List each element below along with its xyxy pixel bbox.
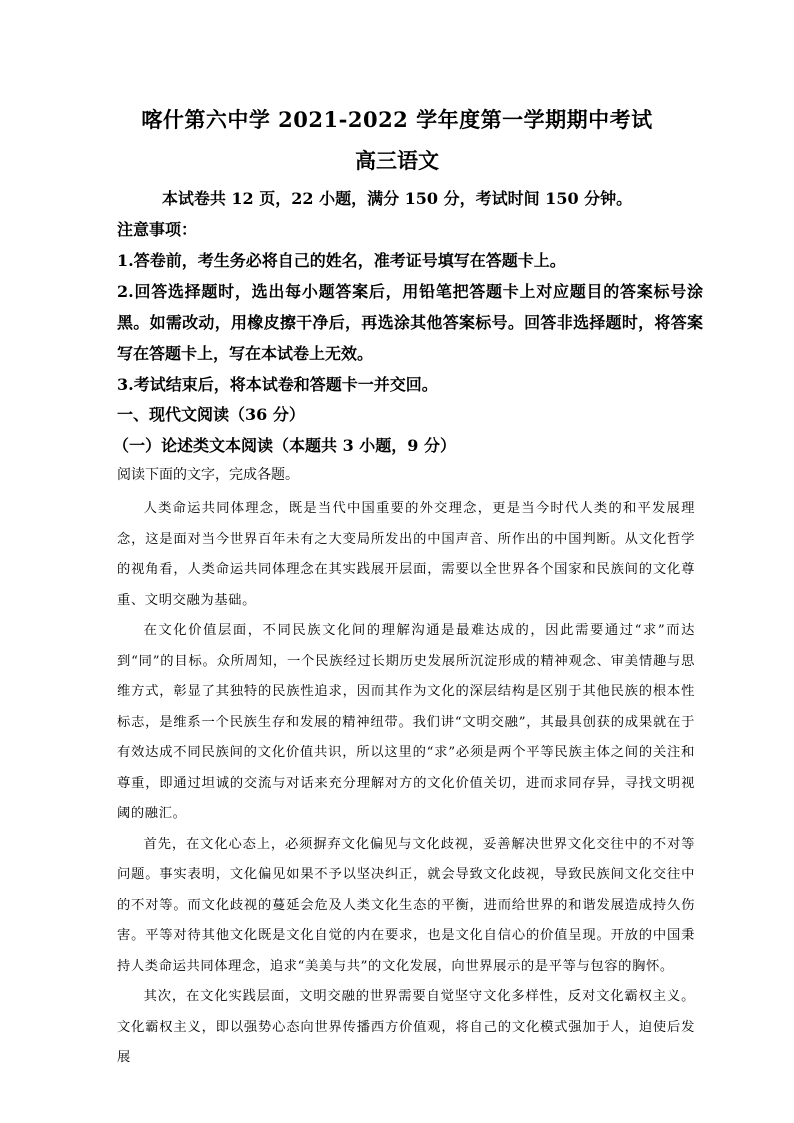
exam-title: 喀什第六中学 2021-2022 学年度第一学期期中考试 bbox=[141, 107, 653, 132]
note-item-2: 2.回答选择题时，选出每小题答案后，用铅笔把答题卡上对应题目的答案标号涂黑。如需改动，用橡皮擦干净后，再选涂其他答案标号。回答非选择题时，将答案写在答题卡上，写在本试卷上无效。 bbox=[117, 282, 703, 363]
section-heading: 一、现代文阅读（36 分） bbox=[117, 405, 305, 424]
note-item-3: 3.考试结束后，将本试卷和答题卡一并交回。 bbox=[117, 375, 438, 394]
passage-paragraph: 首先，在文化心态上，必须摒弃文化偏见与文化歧视，妥善解决世界文化交往中的不对等问题。事实表明，文化偏见如果不予以坚决纠正，就会导致文化歧视，导致民族间文化交往中的不对等。而文化歧视的蔓延会危及人类文化生态的平衡，进而给世界的和谐发展造成持久伤害。平等对待其他文化既是文化自觉的内在要求，也是文化自信心的价值呈现。开放的中国秉持人类命运共同体理念，追求“美美与共”的文化发展，向世界展示的是平等与包容的胸怀。 bbox=[117, 836, 695, 974]
notes-heading: 注意事项： bbox=[117, 220, 198, 239]
reading-passage bbox=[117, 494, 695, 1074]
exam-info: 本试卷共 12 页，22 小题，满分 150 分，考试时间 150 分钟。 bbox=[161, 189, 633, 208]
passage-paragraph: 在文化价值层面，不同民族文化间的理解沟通是最难达成的，因此需要通过“求”而达到“同”的目标。众所周知，一个民族经过长期历史发展所沉淀形成的精神观念、审美情趣与思维方式，彰显了其独特的民族性追求，因而其作为文化的深层结构是区别于其他民族的根本性标志，是维系一个民族生存和发展的精神纽带。我们讲“文明交融”，其最具创获的成果就在于有效达成不同民族间的文化价值共识，所以这里的“求”必须是两个平等民族主体之间的关注和尊重，即通过坦诚的交流与对话来充分理解对方的文化价值关切，进而求同存异，寻找文明视阈的融汇。 bbox=[117, 623, 695, 821]
exam-subject: 高三语文 bbox=[355, 148, 439, 173]
reading-instruction: 阅读下面的文字，完成各题。 bbox=[117, 467, 299, 483]
note-item-1: 1.答卷前，考生务必将自己的姓名，准考证号填写在答题卡上。 bbox=[117, 251, 566, 270]
section-subheading: （一）论述类文本阅读（本题共 3 小题，9 分） bbox=[113, 436, 456, 455]
passage-paragraph: 人类命运共同体理念，既是当代中国重要的外交理念，更是当今时代人类的和平发展理念，这是面对当今世界百年未有之大变局所发出的中国声音、所作出的中国判断。从文化哲学的视角看，人类命运共同体理念在其实践展开层面，需要以全世界各个国家和民族间的文化尊重、文明交融为基础。 bbox=[117, 501, 695, 608]
passage-paragraph: 其次，在文化实践层面，文明交融的世界需要自觉坚守文化多样性，反对文化霸权主义。文化霸权主义，即以强势心态向世界传播西方价值观，将自己的文化模式强加于人，迫使后发展 bbox=[117, 989, 695, 1065]
notes-section bbox=[117, 214, 703, 400]
